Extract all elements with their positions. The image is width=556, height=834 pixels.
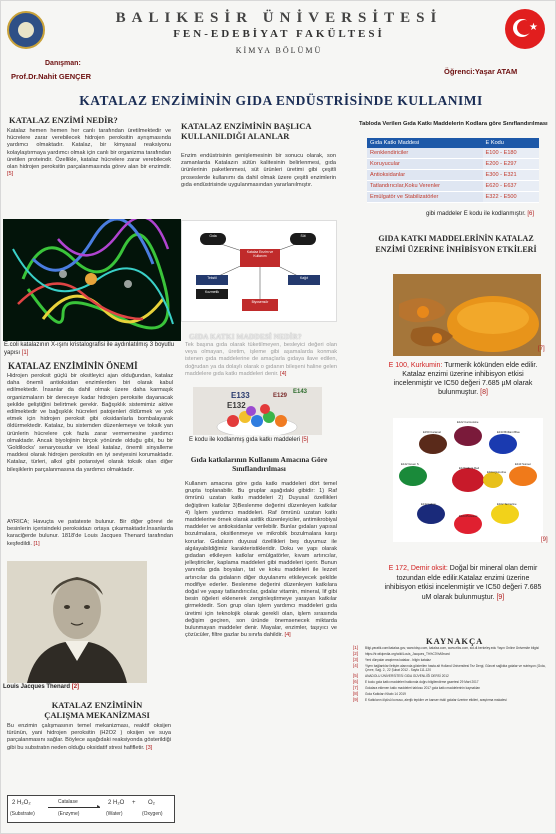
reference-text: Gıda Katkıları Kitabı 14 2019	[365, 692, 406, 696]
reference-number: [7]	[353, 685, 359, 690]
flow-node-cosmetic: Kozmetik	[196, 289, 228, 299]
ecode-badge-2: E132	[227, 401, 246, 410]
heading-additive: GIDA KATKI MADDESİ NEDİR?	[189, 332, 302, 341]
list-item	[353, 658, 546, 662]
table-note: gibi maddeler E kodu ile kodlanmıştır. [6]	[426, 211, 535, 217]
pigment-label: E132 Indigo	[421, 502, 436, 506]
ecode-badge-4: E143	[293, 389, 308, 395]
flow-center-node: Katalaz Enzim ve Kullanım	[240, 249, 280, 267]
pigment-label: E122 Carmoisine	[457, 420, 479, 424]
table-cell: Koruyucular	[367, 159, 483, 170]
heading-uses: KATALAZ ENZİMİNİN BAŞLICA KULLANILDIĞI ALANLAR	[181, 121, 312, 141]
eq-catalyst-label: (Enzyme)	[58, 811, 80, 817]
red-iron-oxide-description: E 172, Demir oksit: Doğal bir mineral olan demir tozundan elde edilir.Katalaz enzimi üzerine inhibisyon etkisi incelenmiştir ve IC50 değeri 7.685 uM olarak bulunmuştur. [9]	[384, 565, 542, 601]
university-name: BALIKESİR ÜNİVERSİTESİ	[115, 10, 443, 26]
list-item	[353, 646, 546, 650]
pigment-label: E142 Green S	[401, 462, 419, 466]
pigment-label: E102 Tartrazine	[497, 502, 517, 506]
table-cell: E620 - E637	[483, 181, 539, 192]
heading-mechanism: KATALAZ ENZİMİNİN ÇALIŞMA MEKANİZMASI	[44, 700, 150, 720]
table-row	[367, 148, 539, 159]
faculty-name: FEN-EDEBİYAT FAKÜLTESİ	[173, 28, 385, 40]
reference-text: Yiyen bağlantılar iletişim alanında gösterilen hasta ait Holland Üniversitesi Tez Dergi, Güncel sağlıkta gıdalar ve nutrisyon (Gıda, Çevre, Sağ. 2., 22 Şubat 2012 - Sayfa 111-120	[365, 664, 546, 672]
protein-structure-image	[3, 219, 181, 341]
flow-node-paper: Kağıt	[288, 275, 320, 285]
reference-text: E Katkıların ölçüsü konusu, alerjik tepkiler ve kanser riskli gıdalar üzerine etkileri, araştırma makalesi	[365, 698, 507, 702]
table-header-cell: E Kodu	[483, 138, 539, 148]
list-item	[353, 692, 546, 696]
table-cell: Emülgatör ve Stabilizatörler	[367, 192, 483, 203]
list-item	[353, 664, 546, 672]
thenard-caption: Louis Jacques Thenard [2]	[3, 684, 80, 690]
table-cell: Antioksidanlar	[367, 170, 483, 181]
table-row	[367, 192, 539, 203]
reference-number: [8]	[353, 691, 359, 696]
eq-arrow	[48, 807, 100, 808]
turkish-flag-emblem: ★	[505, 9, 545, 49]
poster-title: KATALAZ ENZİMİNİN GIDA ENDÜSTRİSİNDE KULLANIMI	[79, 93, 483, 108]
food-dye-pigments-image	[393, 418, 543, 542]
eq-product-oxygen: O₂	[148, 800, 155, 806]
references-list	[353, 646, 546, 826]
list-item	[353, 674, 546, 678]
department-name: KİMYA BÖLÜMÜ	[235, 46, 323, 55]
list-item	[353, 686, 546, 690]
pigment-label: E133 Brilliant Blue	[497, 430, 520, 434]
reference-text: Bilgi.yaratik.com/katalaz.gov, www.tdsp.com, katalaz.com, www.elks.com, sid.dl.berkeley.edu Yayın Online Üniversite bilgisi	[365, 646, 539, 650]
paragraph-mechanism: Bu enzimin çalışmasının temel mekanizması, reaktif oksijen türünün, yani hidrojen peroksitin (H2O2 ) oksijen ve suya parçalanmasını sağlar. Böylece aşağıdaki reaksiyonda gösterildiği gibi bu substratın neden olduğu oksidatif stresi hafifletir. [3]	[7, 723, 171, 751]
reference-text: Gıdalara eklenen katkı maddeleri tablosu 2017 gıda katkı maddelerinin kaynakları	[365, 686, 481, 690]
turmeric-description: E 100, Kurkumin: Turmerik kökünden elde edilir. Katalaz enzimi üzerine inhibisyon etkisi incelenmiştir ve IC50 değeri 7.685 µM olarak bulunmuştur. [8]	[388, 362, 538, 396]
flow-node-milk: Süt	[290, 233, 316, 245]
paragraph-what-is-catalase: Katalaz hemen hemen her canlı tarafından üretilmektedir ve hücrelere zarar verebilecek hidrojen peroksitin ayrışmasında yardımcı olmaktadır. Katalaz, bir kimyasal reaksiyonu kolaylaştırmaya yardımcı olmak için canlı bir organizma tarafından üretilen proteindir. Özellikle, katalaz hücrelere zarar verebilecek olan hidrojen peroksitin parçalanmasında görev alan bir enzimdir. [5]	[7, 128, 171, 178]
heading-importance: KATALAZ ENZİMİNİN ÖNEMİ	[8, 361, 138, 371]
list-item	[353, 652, 546, 656]
eq-plus: +	[132, 800, 136, 806]
table-row	[367, 181, 539, 192]
reference-text: Yeni dünyalar araştırma katalaz - bilgin katalaz	[365, 658, 431, 662]
heading-inhibition: GIDA KATKI MADDELERİNİN KATALAZ ENZİMİ ÜZERİNE İNHİBİSYON ETKİLERİ	[375, 234, 537, 254]
pigment-label: E110 Sunset	[515, 462, 531, 466]
table-cell: E322 - E500	[483, 192, 539, 203]
reference-number: [5]	[353, 673, 359, 678]
pigment-label: E150 Caramel	[423, 430, 441, 434]
heading-additive-classes: Gıda katkılarının Kullanım Amacına Göre Sınıflandırılması	[190, 455, 328, 473]
turmeric-image	[393, 274, 541, 356]
paragraph-importance: Hidrojen peroksit güçlü bir oksitleyici ajan olduğundan, katalaz daha önemli antioksidan enzimlerden biri olarak kabul edilmektedir. İnsanlar da dahil olmak üzere daha karmaşık organizmaların bir dereceye kadar hidrojen peroksite dayanacak şekilde geliştiğini belirtmek gerekir. Bağışıklık sistemimiz aktive edilmektedir ve bağışıklık hücreleri patojenleri öldürmek ve yok etmek için hidrojen peroksit gibi oksidanlarla bombalayarak öldürmektedir. Katalaz, bu sistemden düzenlemeye ve toksik yan ürünlerin hücrelere çok fazla zarar vermemesine yardımcı olmaktadır. Ancak biyolojinin birçok yönünde olduğu gibi, bu bir 'Goldilocks' senaryosudur ve ideal katalaz, önemli sinyalleme maddesi olarak hidrojen peroksitin en iyi seviyesini korumaktadır. Katalaz, türleri, alkol gibi potansiyel olarak toksik olan diğer bileşiklerin parçalanmasına da yardımcı olmaktadır.	[7, 373, 173, 473]
student-name: Öğrenci:Yaşar ATAM	[444, 67, 518, 76]
table-header-cell: Gıda Katkı Maddesi	[367, 138, 483, 148]
reference-number: [4]	[353, 663, 359, 668]
university-logo	[7, 11, 45, 49]
reference-text: ANADOLU ÜNİVERSİTESİ GIDA GÜVENLİĞİ DERSİ 2012	[365, 674, 449, 678]
pigment-label: E129 Allura Red	[459, 466, 480, 470]
table-title: Tabloda Verilen Gıda Katkı Maddelerin Kodlara göre Sınıflandırılması	[359, 121, 548, 127]
ecode-badge-1: E133	[231, 391, 250, 400]
reference-text: https://tr.wikipedia.org/wiki/Louis_Jacques_Th%C3%A9nard	[365, 652, 450, 656]
table-cell: E100 - E180	[483, 148, 539, 159]
flow-node-biosensor: Biyosensör	[242, 299, 278, 311]
turmeric-image-ref: [7]	[538, 346, 545, 352]
uses-flow-diagram	[181, 220, 337, 322]
ecode-image-caption: E kodu ile kodlanmış gıda katkı maddeleri [5]	[189, 437, 309, 443]
reference-number: [2]	[353, 651, 359, 656]
ecode-badge-3: E129	[273, 393, 288, 399]
flow-node-textile: Tekstil	[196, 275, 228, 285]
table-header-row	[367, 138, 539, 148]
reference-number: [6]	[353, 679, 359, 684]
table-row	[367, 170, 539, 181]
reference-number: [3]	[353, 657, 359, 662]
advisor-name: Prof.Dr.Nahit GENÇER	[11, 72, 92, 81]
pigment-image-ref: [9]	[541, 537, 548, 543]
paragraph-uses: Enzim endüstrisinin genişlemesinin bir sonucu olarak, son zamanlarda Katalazın sütün kalitesinin belirlenmesi, gıda ürünlerinin paketlenmesi, süt ürünleri üretimi gibi çeşitli proseslerde kullanımı da dahil olmak üzere çeşitli enzimlerin gıda endüstrisinde uygulanmasından yararlanılmıştır.	[181, 153, 336, 188]
pigment-label: E104 Quinoline	[487, 470, 507, 474]
advisor-label: Danışman:	[45, 60, 81, 67]
heading-what-is-catalase: KATALAZ ENZİMİ NEDİR?	[9, 115, 118, 125]
e-code-table	[367, 138, 539, 203]
paragraph-history: AYRICA; Havuçta ve patateste bulunur. Bir diğer görevi de besinlerin içerisindeki peroksidazı ortaya çıkarmaktadır.İnsanlarda karaciğerde bulunur. 1818'de Louis Jacques Thenard tarafından keşfedildi. [1]	[7, 519, 173, 547]
reference-text: E kodu gıda katkı maddeleri hakkında doğru bilgilendirme gazetesi 29 Mart 2017	[365, 680, 479, 684]
protein-image-caption: E.coli katalazının X-ışını kristalografisi ile aydınlatılmış 3 boyutlu yapısı [1]	[4, 342, 175, 356]
paragraph-additive: Tek başına gıda olarak tüketilmeyen, besleyici değeri olan veya olmayan, üretim, işleme gibi aşamalarda konmak istenen gıda maddelerine de amaçlarla gıdaya ilave edilen, doğrudan ya da dolaylı olarak o gıdanın bileşeni haline gelen maddelere gıda katkı maddeleri denir. [4]	[185, 342, 337, 377]
pigment-label: E124 Ponceau	[459, 514, 478, 518]
heading-references: KAYNAKÇA	[426, 636, 484, 646]
table-cell: E300 - E321	[483, 170, 539, 181]
eq-water-label: (Water)	[106, 811, 123, 817]
list-item	[353, 680, 546, 684]
ecode-candies-image	[193, 387, 322, 435]
table-cell: Renklendiriciler	[367, 148, 483, 159]
reference-number: [1]	[353, 645, 359, 650]
table-cell: Tatlandırıcılar,Koku Verenler	[367, 181, 483, 192]
list-item	[353, 698, 546, 702]
reference-number: [9]	[353, 697, 359, 702]
eq-arrow-head: ▸	[97, 804, 101, 810]
eq-reactant-label: (Substrate)	[10, 811, 35, 817]
eq-reactant: 2 H₂O₂	[12, 800, 31, 806]
paragraph-additive-classes: Kullanım amacına göre gıda katkı maddeleri dört temel grupta toplanabilir. Bu gruplar aşağıdaki gibidir: 1) Raf ömrünü uzatan katkı maddeleri 2) Duyusal özellikleri değiştiren katkılar 3)Beslenme değerini düzenleyen katkılar 4) İşlem yardımcı maddeleri. Raf ömrünü uzatan katkı maddelerine örnek olarak asitlik düzenleyiciler, antimikrobiyal maddeler ve antioksidanlar verilebilir. Bunlar gıdaları yapısal bozulmalara, oksitlenmeye ve mikrobik bozulmalara karşı korurlar. Gıdaların duyusal özellikleri beş duyumuz ile algılayabildiğimiz karakteristikleridir. Doku ve yapı olarak gıdadan etkileyen katkılar emülgatörler, kıvam artırıcılar, jelleştiriciler, kaplama maddeleri gibi maddeleri içerir. Bunun yanında gıda boyaları, tat ve koku maddeleri ile lezzet artırıcılar da gıdaların diğer duyulanımı etkileyecek şekilde modifiye ederler. Beslenme değerini düzenleyen katkılara doğal ve yapay tatlandırıcılar, gıdalar vitamin, mineral, lif gibi besin öğeleri eklenerek zenginleştirmeye yarayan katkılar girmektedir. Son grup olan işlem yardımcı maddeleri gıda üretimi için teknolojik olarak gerekli olan, işlem sırasında değişim geçiren, son üründe önemsenecek miktarda bulunmayan maddeler denir. Mayalar, enzimler, taşıyıcı ve çözücüler, filtre gazlar bu sınıfa dahildir. [4]	[185, 481, 337, 639]
eq-catalyst: Catalase	[58, 799, 78, 805]
reaction-equation	[7, 795, 175, 823]
eq-product-water: 2 H₂O	[108, 800, 125, 806]
table-row	[367, 159, 539, 170]
thenard-portrait	[7, 561, 147, 683]
table-cell: E200 - E297	[483, 159, 539, 170]
eq-oxygen-label: (Oxygen)	[142, 811, 163, 817]
flow-node-food: Gıda	[200, 233, 226, 245]
